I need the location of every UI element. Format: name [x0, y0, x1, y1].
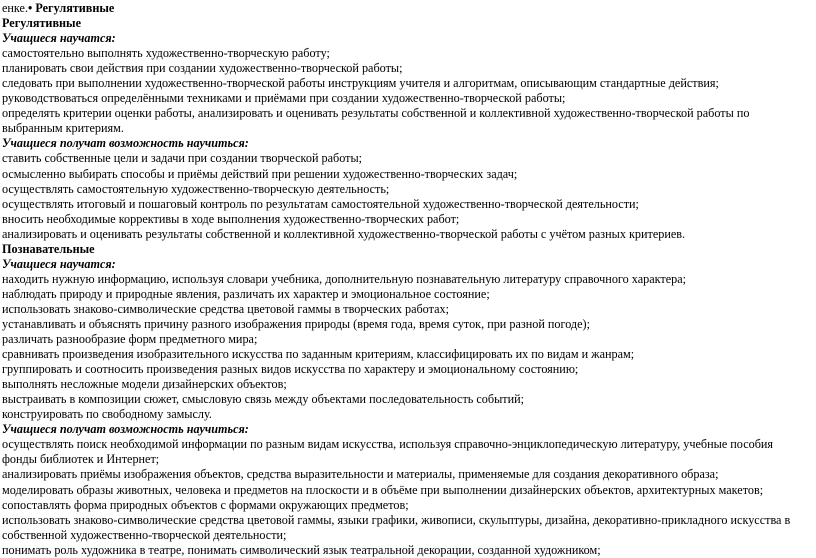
list-item: использовать знаково-символические средства цветовой гаммы, языки графики, живописи, скульптуры, дизайна, декоративно-прикладного искусства в собственной художественно-творческой деятельности; — [2, 512, 791, 542]
list-item: наблюдать природу и природные явления, различать их характер и эмоциональное состояние; — [2, 286, 490, 301]
subheading-opportunity: Учащиеся получат возможность научиться: — [2, 422, 249, 437]
list-item: использовать знаково-символические средства цветовой гаммы в творческих работах; — [2, 301, 449, 316]
section-heading-cognitive: Познавательные — [2, 241, 95, 256]
subheading-learn: Учащиеся научатся: — [2, 31, 116, 46]
list-item: вносить необходимые коррективы в ходе выполнения художественно-творческих работ; — [2, 211, 460, 226]
list-item: сравнивать произведения изобразительного искусства по заданным критериям, классифицировать их по видам и жанрам; — [2, 347, 635, 362]
list-item: находить нужную информацию, используя словари учебника, дополнительную познавательную литературу справочного характера; — [2, 271, 686, 286]
header-prefix: енке. — [2, 1, 29, 15]
list-item: выстраивать в композиции сюжет, смысловую связь между объектами последовательность событий; — [2, 392, 525, 407]
subheading-opportunity: Учащиеся получат возможность научиться: — [2, 136, 249, 151]
list-item: осуществлять итоговый и пошаговый контроль по результатам самостоятельной художественно-творческой деятельности; — [2, 196, 639, 211]
list-item: конструировать по свободному замыслу. — [2, 407, 212, 422]
list-item: анализировать приёмы изображения объектов, средства выразительности и материалы, применяемые для создания декоративного образа; — [2, 467, 719, 482]
list-item: ставить собственные цели и задачи при создании творческой работы; — [2, 151, 363, 166]
list-item: планировать свои действия при создании художественно-творческой работы; — [2, 61, 403, 76]
header-line — [2, 1, 816, 16]
list-item: определять критерии оценки работы, анализировать и оценивать результаты собственной и коллективной художественно-творческой работы по выбранным критериям. — [2, 106, 750, 136]
list-item: выполнять несложные модели дизайнерских объектов; — [2, 377, 287, 392]
list-item: понимать роль художника в театре, понимать символический язык театральной декорации, созданной художником; — [2, 542, 601, 557]
header-title: Регулятивные — [35, 1, 115, 15]
section-heading-regulative: Регулятивные — [2, 16, 81, 31]
list-item: устанавливать и объяснять причину разного изображения природы (время года, время суток, при разной погоде); — [2, 316, 590, 331]
list-item: группировать и соотносить произведения разных видов искусства по характеру и эмоциональному состоянию; — [2, 362, 579, 377]
list-item: моделировать образы животных, человека и предметов на плоскости и в объёме при выполнении дизайнерских объектов, архитектурных макетов; — [2, 482, 764, 497]
list-item: осмысленно выбирать способы и приёмы действий при решении художественно-творческих задач; — [2, 166, 518, 181]
list-item: осуществлять самостоятельную художественно-творческую деятельность; — [2, 181, 390, 196]
bullet-icon: • — [28, 1, 33, 15]
list-item: самостоятельно выполнять художественно-творческую работу; — [2, 46, 330, 61]
list-item: различать разнообразие форм предметного мира; — [2, 332, 258, 347]
list-item: сопоставлять форма природных объектов с формами окружающих предметов; — [2, 497, 409, 512]
list-item: анализировать и оценивать результаты собственной и коллективной художественно-творческой работы с учётом разных критериев. — [2, 226, 686, 241]
list-item: осуществлять поиск необходимой информации по разным видам искусства, используя справочно-энциклопедическую литературу, учебные пособия фонды библиотек и Интернет; — [2, 437, 774, 467]
subheading-learn: Учащиеся научатся: — [2, 256, 116, 271]
list-item: руководствоваться определёнными техниками и приёмами при создании художественно-творческой работы; — [2, 91, 566, 106]
list-item: следовать при выполнении художественно-творческой работы инструкциям учителя и алгоритмам, описывающим стандартные действия; — [2, 76, 719, 91]
